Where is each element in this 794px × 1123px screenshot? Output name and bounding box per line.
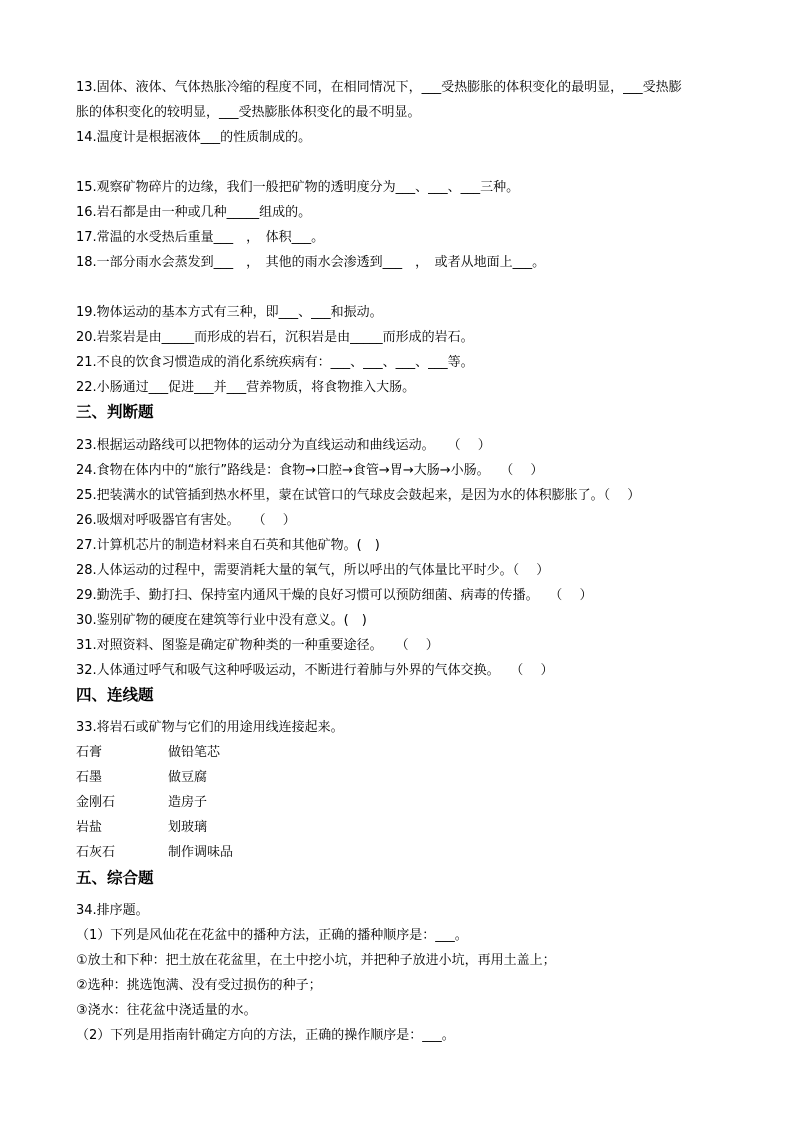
section-heading-comprehensive: 五、综合题	[76, 869, 154, 887]
match-right-item: 做铅笔芯	[168, 745, 221, 760]
question-32: 32.人体通过呼气和吸气这种呼吸运动，不断进行着肺与外界的气体交换。 （ ）	[76, 663, 554, 678]
question-34: 34.排序题。	[76, 903, 149, 918]
section-heading-true-false: 三、判断题	[76, 403, 154, 421]
question-13-line-1: 13.固体、液体、气体热胀冷缩的程度不同，在相同情况下，___受热膨胀的体积变化的最明显，___受热膨	[76, 80, 682, 95]
question-33: 33.将岩石或矿物与它们的用途用线连接起来。	[76, 720, 344, 735]
question-17: 17.常温的水受热后重量___ ， 体积___。	[76, 230, 325, 245]
match-right-item: 做豆腐	[168, 770, 208, 785]
match-right-item: 划玻璃	[168, 820, 208, 835]
question-30: 30.鉴别矿物的硬度在建筑等行业中没有意义。( )	[76, 613, 367, 628]
match-left-item: 石灰石	[76, 845, 116, 860]
question-21: 21.不良的饮食习惯造成的消化系统疾病有：___、___、___、___等。	[76, 355, 474, 370]
question-28: 28.人体运动的过程中，需要消耗大量的氧气，所以呼出的气体量比平时少。（ ）	[76, 563, 550, 578]
match-left-item: 石膏	[76, 745, 103, 760]
match-left-item: 岩盐	[76, 820, 103, 835]
question-24: 24.食物在体内中的“旅行”路线是：食物→口腔→食管→胃→大肠→小肠。 （ ）	[76, 463, 544, 478]
match-right-item: 制作调味品	[168, 845, 234, 860]
question-31: 31.对照资料、图鉴是确定矿物种类的一种重要途径。 （ ）	[76, 638, 439, 653]
match-left-item: 金刚石	[76, 795, 116, 810]
question-34-part-2: （2）下列是用指南针确定方向的方法，正确的操作顺序是：___。	[76, 1028, 455, 1043]
question-22: 22.小肠通过___促进___并___营养物质，将食物推入大肠。	[76, 380, 416, 395]
match-right-item: 造房子	[168, 795, 208, 810]
question-20: 20.岩浆岩是由_____而形成的岩石，沉积岩是由_____而形成的岩石。	[76, 330, 474, 345]
section-heading-matching: 四、连线题	[76, 686, 154, 704]
question-34-option-2: ②选种：挑选饱满、没有受过损伤的种子；	[76, 978, 322, 993]
question-26: 26.吸烟对呼吸器官有害处。 （ ）	[76, 513, 296, 528]
question-23: 23.根据运动路线可以把物体的运动分为直线运动和曲线运动。 （ ）	[76, 438, 491, 453]
question-15: 15.观察矿物碎片的边缘，我们一般把矿物的透明度分为___、___、___三种。	[76, 180, 520, 195]
question-29: 29.勤洗手、勤打扫、保持室内通风干燥的良好习惯可以预防细菌、病毒的传播。 （ ）	[76, 588, 593, 603]
question-25: 25.把装满水的试管插到热水杯里，蒙在试管口的气球皮会鼓起来，是因为水的体积膨胀了。（ ）	[76, 488, 641, 503]
question-34-option-3: ③浇水：往花盆中浇适量的水。	[76, 1003, 257, 1018]
question-13-line-2: 胀的体积变化的较明显，___受热膨胀体积变化的最不明显。	[76, 105, 421, 120]
question-14: 14.温度计是根据液体___的性质制成的。	[76, 130, 312, 145]
question-34-option-1: ①放土和下种：把土放在花盆里，在土中挖小坑，并把种子放进小坑，再用土盖上；	[76, 953, 556, 968]
question-19: 19.物体运动的基本方式有三种，即___、___和振动。	[76, 305, 383, 320]
question-34-part-1: （1）下列是风仙花在花盆中的播种方法，正确的播种顺序是：___。	[76, 928, 468, 943]
question-16: 16.岩石都是由一种或几种_____组成的。	[76, 205, 312, 220]
question-18: 18.一部分雨水会蒸发到___ ， 其他的雨水会渗透到___ ， 或者从地面上___。	[76, 255, 546, 270]
question-27: 27.计算机芯片的制造材料来自石英和其他矿物。( )	[76, 538, 380, 553]
match-left-item: 石墨	[76, 770, 103, 785]
